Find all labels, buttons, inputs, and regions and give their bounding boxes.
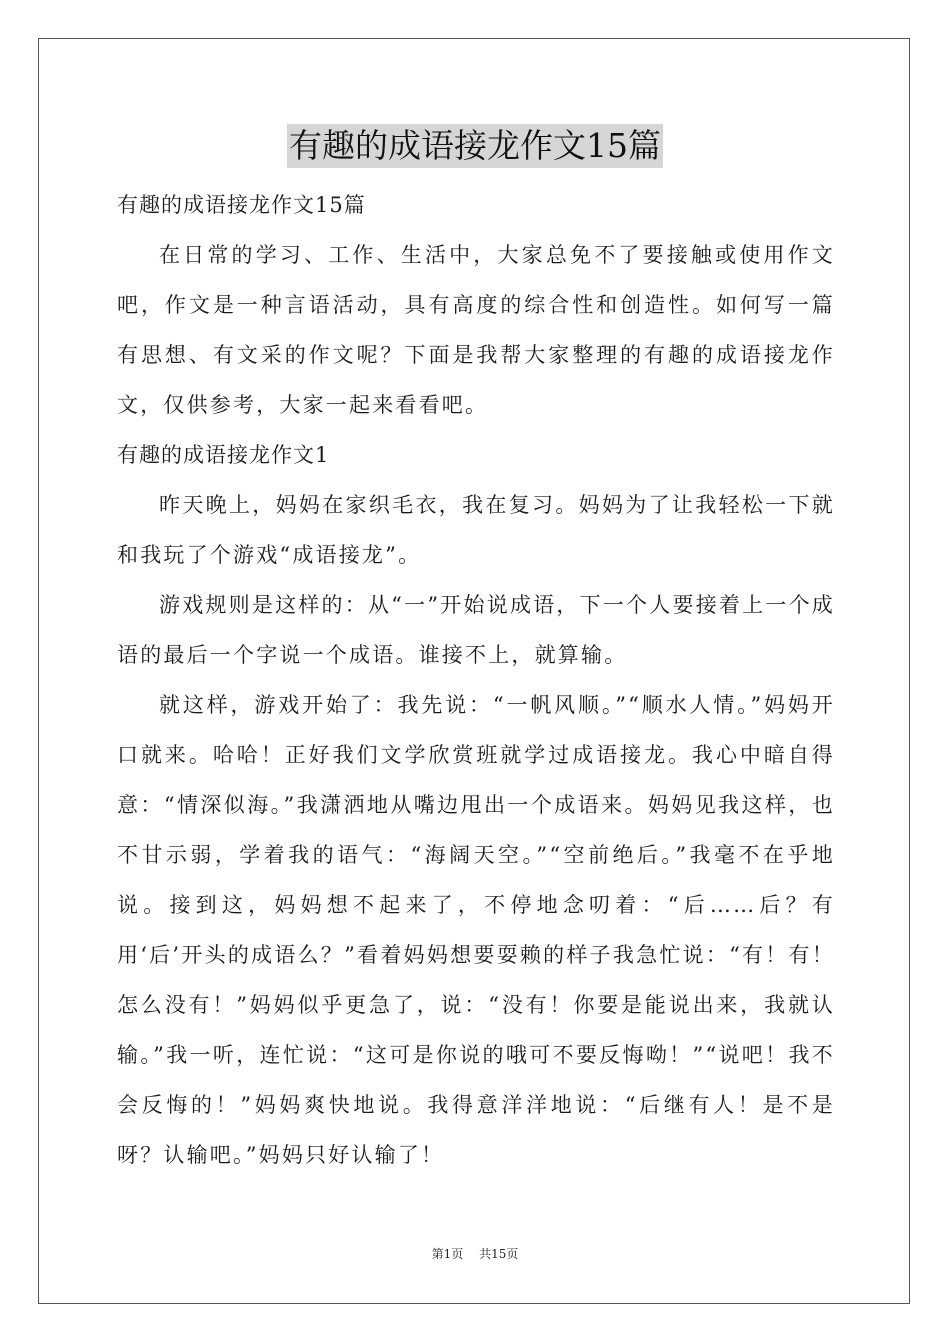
page-footer <box>0 1246 950 1262</box>
document-subtitle: 有趣的成语接龙作文15篇 <box>117 193 366 217</box>
page-number: 第1页 <box>431 1247 464 1261</box>
document-title: 有趣的成语接龙作文15篇 <box>287 124 663 168</box>
document-body <box>117 180 835 1180</box>
section-heading: 有趣的成语接龙作文1 <box>117 443 330 467</box>
page-total: 共15页 <box>479 1247 519 1261</box>
body-paragraph: 昨天晚上，妈妈在家织毛衣，我在复习。妈妈为了让我轻松一下就和我玩了个游戏“成语接龙”。 <box>117 493 835 567</box>
intro-paragraph: 在日常的学习、工作、生活中，大家总免不了要接触或使用作文吧，作文是一种言语活动，具有高度的综合性和创造性。如何写一篇有思想、有文采的作文呢？下面是我帮大家整理的有趣的成语接龙作文，仅供参考，大家一起来看看吧。 <box>117 243 835 417</box>
title-container <box>0 124 950 168</box>
body-paragraph: 游戏规则是这样的：从“一”开始说成语，下一个人要接着上一个成语的最后一个字说一个成语。谁接不上，就算输。 <box>117 593 835 667</box>
body-paragraph: 就这样，游戏开始了：我先说：“一帆风顺。”“顺水人情。”妈妈开口就来。哈哈！正好我们文学欣赏班就学过成语接龙。我心中暗自得意：“情深似海。”我潇洒地从嘴边甩出一个成语来。妈妈见我这样，也不甘示弱，学着我的语气：“海阔天空。”“空前绝后。”我毫不在乎地说。接到这，妈妈想不起来了，不停地念叨着：“后……后？有用‘后’开头的成语么？”看着妈妈想要耍赖的样子我急忙说：“有！有！怎么没有！”妈妈似乎更急了，说：“没有！你要是能说出来，我就认输。”我一听，连忙说：“这可是你说的哦可不要反悔呦！”“说吧！我不会反悔的！”妈妈爽快地说。我得意洋洋地说：“后继有人！是不是呀？认输吧。”妈妈只好认输了！ <box>117 693 835 1167</box>
